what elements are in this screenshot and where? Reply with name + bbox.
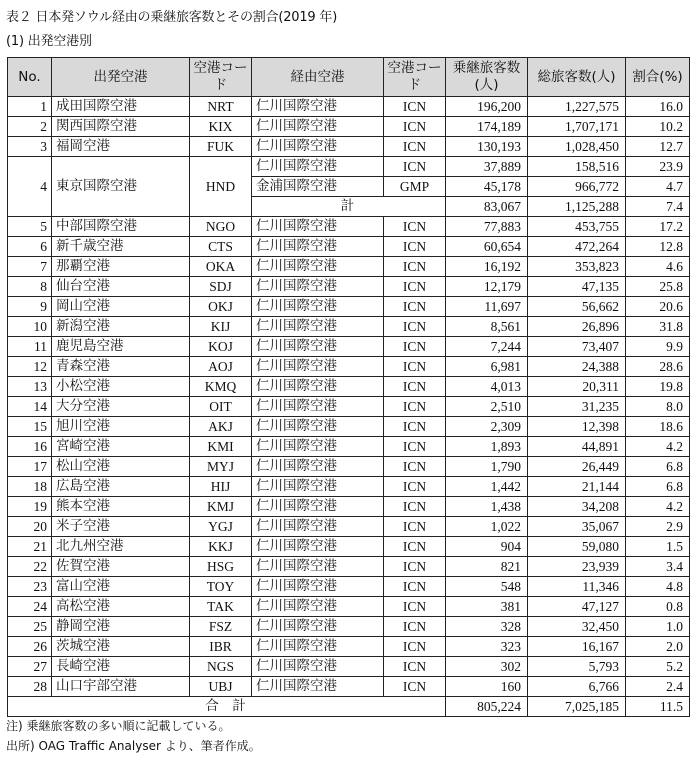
row-via: 仁川国際空港 (252, 637, 384, 657)
row-no: 21 (8, 537, 52, 557)
row-transit: 60,654 (446, 237, 528, 257)
row-via: 仁川国際空港 (252, 597, 384, 617)
row-transit: 4,013 (446, 377, 528, 397)
table-row (8, 677, 690, 697)
row-via-code: ICN (384, 277, 446, 297)
header-code: 空港コード (190, 58, 252, 97)
row-total: 47,127 (528, 597, 626, 617)
row-ratio: 1.5 (626, 537, 690, 557)
row-transit: 323 (446, 637, 528, 657)
row-total: 23,939 (528, 557, 626, 577)
table-row (8, 317, 690, 337)
row-no: 17 (8, 457, 52, 477)
row-origin: 鹿児島空港 (52, 337, 190, 357)
row-code: KKJ (190, 537, 252, 557)
row-total: 73,407 (528, 337, 626, 357)
row-origin: 東京国際空港 (52, 157, 190, 217)
row-total: 12,398 (528, 417, 626, 437)
row-via-code: ICN (384, 417, 446, 437)
row-origin: 宮崎空港 (52, 437, 190, 457)
row-code: NRT (190, 97, 252, 117)
row-via-code: ICN (384, 397, 446, 417)
row-via: 仁川国際空港 (252, 97, 384, 117)
row-code: CTS (190, 237, 252, 257)
row-origin: 松山空港 (52, 457, 190, 477)
row-ratio: 5.2 (626, 657, 690, 677)
row-code: FUK (190, 137, 252, 157)
row-ratio: 9.9 (626, 337, 690, 357)
row-transit: 160 (446, 677, 528, 697)
row-total: 472,264 (528, 237, 626, 257)
row-transit: 821 (446, 557, 528, 577)
note-text: 注) 乗継旅客数の多い順に記載している。 (6, 719, 231, 733)
row-via: 仁川国際空港 (252, 257, 384, 277)
row-via-code: ICN (384, 617, 446, 637)
row-code: KMQ (190, 377, 252, 397)
row-origin: 静岡空港 (52, 617, 190, 637)
table-row (8, 117, 690, 137)
row-transit: 11,697 (446, 297, 528, 317)
row-origin: 米子空港 (52, 517, 190, 537)
row-total: 26,896 (528, 317, 626, 337)
row-total: 34,208 (528, 497, 626, 517)
row-via: 仁川国際空港 (252, 157, 384, 177)
header-via: 経由空港 (252, 58, 384, 97)
table-row (8, 397, 690, 417)
total-label: 合 計 (8, 697, 446, 717)
row-via: 仁川国際空港 (252, 217, 384, 237)
row-origin: 北九州空港 (52, 537, 190, 557)
table-row (8, 557, 690, 577)
row-total: 24,388 (528, 357, 626, 377)
row-code: AOJ (190, 357, 252, 377)
table-row (8, 97, 690, 117)
row-via: 仁川国際空港 (252, 277, 384, 297)
row-total: 16,167 (528, 637, 626, 657)
row-via-code: ICN (384, 157, 446, 177)
row-code: AKJ (190, 417, 252, 437)
row-code: TOY (190, 577, 252, 597)
table-row (8, 217, 690, 237)
table-row (8, 457, 690, 477)
row-ratio: 19.8 (626, 377, 690, 397)
row-via-code: GMP (384, 177, 446, 197)
row-total: 26,449 (528, 457, 626, 477)
header-origin: 出発空港 (52, 58, 190, 97)
row-no: 6 (8, 237, 52, 257)
row-code: HIJ (190, 477, 252, 497)
row-via: 仁川国際空港 (252, 537, 384, 557)
row-via: 仁川国際空港 (252, 117, 384, 137)
row-total: 453,755 (528, 217, 626, 237)
row-via-code: ICN (384, 517, 446, 537)
row-total: 1,707,171 (528, 117, 626, 137)
table-row (8, 277, 690, 297)
row-origin: 福岡空港 (52, 137, 190, 157)
table-row (8, 297, 690, 317)
table-row (8, 437, 690, 457)
row-code: NGS (190, 657, 252, 677)
row-ratio: 2.4 (626, 677, 690, 697)
subtotal-ratio: 7.4 (626, 197, 690, 217)
row-via-code: ICN (384, 497, 446, 517)
row-origin: 佐賀空港 (52, 557, 190, 577)
row-via: 仁川国際空港 (252, 517, 384, 537)
row-origin: 大分空港 (52, 397, 190, 417)
row-via: 仁川国際空港 (252, 617, 384, 637)
row-via-code: ICN (384, 537, 446, 557)
row-code: OKA (190, 257, 252, 277)
row-code: UBJ (190, 677, 252, 697)
row-via-code: ICN (384, 117, 446, 137)
row-transit: 302 (446, 657, 528, 677)
row-origin: 旭川空港 (52, 417, 190, 437)
row-via-code: ICN (384, 457, 446, 477)
row-via-code: ICN (384, 237, 446, 257)
header-via-code: 空港コード (384, 58, 446, 97)
row-ratio: 4.2 (626, 497, 690, 517)
row-via-code: ICN (384, 557, 446, 577)
row-via-code: ICN (384, 257, 446, 277)
row-origin: 長崎空港 (52, 657, 190, 677)
row-via-code: ICN (384, 677, 446, 697)
row-origin: 新潟空港 (52, 317, 190, 337)
row-origin: 富山空港 (52, 577, 190, 597)
row-via: 仁川国際空港 (252, 297, 384, 317)
row-origin: 青森空港 (52, 357, 190, 377)
row-total: 20,311 (528, 377, 626, 397)
row-via: 仁川国際空港 (252, 397, 384, 417)
row-ratio: 8.0 (626, 397, 690, 417)
row-transit: 904 (446, 537, 528, 557)
row-via-code: ICN (384, 317, 446, 337)
row-transit: 2,309 (446, 417, 528, 437)
row-total: 11,346 (528, 577, 626, 597)
row-transit: 6,981 (446, 357, 528, 377)
row-code: KIX (190, 117, 252, 137)
row-ratio: 6.8 (626, 477, 690, 497)
row-via-code: ICN (384, 337, 446, 357)
row-total: 353,823 (528, 257, 626, 277)
row-via: 仁川国際空港 (252, 457, 384, 477)
total-row (8, 697, 690, 717)
row-transit: 77,883 (446, 217, 528, 237)
row-ratio: 10.2 (626, 117, 690, 137)
row-ratio: 4.8 (626, 577, 690, 597)
row-code: IBR (190, 637, 252, 657)
table-row (8, 337, 690, 357)
row-total: 35,067 (528, 517, 626, 537)
row-transit: 8,561 (446, 317, 528, 337)
table-row (8, 537, 690, 557)
total-transit: 805,224 (446, 697, 528, 717)
row-code: KMI (190, 437, 252, 457)
row-ratio: 1.0 (626, 617, 690, 637)
row-via-code: ICN (384, 377, 446, 397)
row-total: 47,135 (528, 277, 626, 297)
row-ratio: 6.8 (626, 457, 690, 477)
row-transit: 130,193 (446, 137, 528, 157)
header-transit: 乗継旅客数(人) (446, 58, 528, 97)
row-ratio: 20.6 (626, 297, 690, 317)
row-transit: 2,510 (446, 397, 528, 417)
row-no: 22 (8, 557, 52, 577)
row-no: 3 (8, 137, 52, 157)
row-no: 18 (8, 477, 52, 497)
row-code: KMJ (190, 497, 252, 517)
row-no: 28 (8, 677, 52, 697)
row-via: 仁川国際空港 (252, 577, 384, 597)
row-no: 11 (8, 337, 52, 357)
header-no: No. (8, 58, 52, 97)
row-total: 32,450 (528, 617, 626, 637)
row-origin: 岡山空港 (52, 297, 190, 317)
row-total: 31,235 (528, 397, 626, 417)
row-origin: 中部国際空港 (52, 217, 190, 237)
row-ratio: 2.9 (626, 517, 690, 537)
row-via: 仁川国際空港 (252, 377, 384, 397)
row-ratio: 28.6 (626, 357, 690, 377)
row-transit: 12,179 (446, 277, 528, 297)
table-row (8, 657, 690, 677)
table-body (8, 97, 690, 717)
row-via-code: ICN (384, 657, 446, 677)
row-transit: 45,178 (446, 177, 528, 197)
row-via-code: ICN (384, 217, 446, 237)
transit-passenger-table (7, 57, 690, 717)
row-total: 21,144 (528, 477, 626, 497)
row-ratio: 23.9 (626, 157, 690, 177)
table-row (8, 637, 690, 657)
row-origin: 高松空港 (52, 597, 190, 617)
row-no: 1 (8, 97, 52, 117)
row-via: 仁川国際空港 (252, 137, 384, 157)
row-via: 仁川国際空港 (252, 437, 384, 457)
table-row (8, 497, 690, 517)
row-via: 金浦国際空港 (252, 177, 384, 197)
row-no: 14 (8, 397, 52, 417)
row-via: 仁川国際空港 (252, 317, 384, 337)
row-total: 6,766 (528, 677, 626, 697)
table-row (8, 377, 690, 397)
row-code: OKJ (190, 297, 252, 317)
table-row-tokyo (8, 157, 690, 177)
row-no: 15 (8, 417, 52, 437)
row-origin: 茨城空港 (52, 637, 190, 657)
row-via: 仁川国際空港 (252, 677, 384, 697)
row-via-code: ICN (384, 357, 446, 377)
row-no: 5 (8, 217, 52, 237)
row-ratio: 4.7 (626, 177, 690, 197)
row-ratio: 3.4 (626, 557, 690, 577)
row-origin: 山口宇部空港 (52, 677, 190, 697)
row-no: 9 (8, 297, 52, 317)
table-row (8, 617, 690, 637)
row-code: KOJ (190, 337, 252, 357)
row-code: SDJ (190, 277, 252, 297)
row-transit: 548 (446, 577, 528, 597)
table-row (8, 237, 690, 257)
row-no: 2 (8, 117, 52, 137)
row-transit: 16,192 (446, 257, 528, 277)
row-total: 56,662 (528, 297, 626, 317)
row-ratio: 18.6 (626, 417, 690, 437)
source-text: 出所) OAG Traffic Analyser より、筆者作成。 (6, 739, 261, 753)
row-no: 7 (8, 257, 52, 277)
row-via-code: ICN (384, 137, 446, 157)
row-transit: 1,442 (446, 477, 528, 497)
row-code: HND (190, 157, 252, 217)
table-row (8, 517, 690, 537)
table-row (8, 417, 690, 437)
row-total: 1,028,450 (528, 137, 626, 157)
row-ratio: 16.0 (626, 97, 690, 117)
row-code: MYJ (190, 457, 252, 477)
row-ratio: 12.7 (626, 137, 690, 157)
row-code: NGO (190, 217, 252, 237)
row-via: 仁川国際空港 (252, 357, 384, 377)
row-code: HSG (190, 557, 252, 577)
subtotal-label: 計 (252, 197, 446, 217)
row-transit: 7,244 (446, 337, 528, 357)
row-via-code: ICN (384, 297, 446, 317)
row-code: YGJ (190, 517, 252, 537)
row-total: 5,793 (528, 657, 626, 677)
row-no: 23 (8, 577, 52, 597)
row-no: 12 (8, 357, 52, 377)
table-row (8, 257, 690, 277)
table-subtitle: (1) 出発空港別 (6, 34, 92, 49)
row-code: OIT (190, 397, 252, 417)
table-row (8, 597, 690, 617)
total-ratio: 11.5 (626, 697, 690, 717)
total-total: 7,025,185 (528, 697, 626, 717)
row-via-code: ICN (384, 577, 446, 597)
row-via-code: ICN (384, 637, 446, 657)
row-no: 20 (8, 517, 52, 537)
row-ratio: 0.8 (626, 597, 690, 617)
row-origin: 那覇空港 (52, 257, 190, 277)
row-ratio: 4.6 (626, 257, 690, 277)
row-ratio: 25.8 (626, 277, 690, 297)
row-transit: 174,189 (446, 117, 528, 137)
row-origin: 成田国際空港 (52, 97, 190, 117)
row-ratio: 31.8 (626, 317, 690, 337)
row-transit: 37,889 (446, 157, 528, 177)
row-origin: 熊本空港 (52, 497, 190, 517)
row-no: 16 (8, 437, 52, 457)
row-transit: 381 (446, 597, 528, 617)
row-via-code: ICN (384, 597, 446, 617)
row-transit: 1,893 (446, 437, 528, 457)
row-no: 13 (8, 377, 52, 397)
header-row (8, 58, 690, 97)
subtotal-total: 1,125,288 (528, 197, 626, 217)
row-ratio: 4.2 (626, 437, 690, 457)
row-origin: 仙台空港 (52, 277, 190, 297)
row-origin: 新千歳空港 (52, 237, 190, 257)
row-no: 19 (8, 497, 52, 517)
row-ratio: 17.2 (626, 217, 690, 237)
row-via-code: ICN (384, 97, 446, 117)
row-transit: 1,790 (446, 457, 528, 477)
header-total: 総旅客数(人) (528, 58, 626, 97)
row-via-code: ICN (384, 437, 446, 457)
table-row (8, 477, 690, 497)
row-total: 44,891 (528, 437, 626, 457)
row-via: 仁川国際空港 (252, 337, 384, 357)
row-via: 仁川国際空港 (252, 477, 384, 497)
row-no: 26 (8, 637, 52, 657)
subtotal-transit: 83,067 (446, 197, 528, 217)
header-ratio: 割合(%) (626, 58, 690, 97)
row-total: 1,227,575 (528, 97, 626, 117)
row-total: 966,772 (528, 177, 626, 197)
row-ratio: 2.0 (626, 637, 690, 657)
row-via: 仁川国際空港 (252, 557, 384, 577)
row-no: 8 (8, 277, 52, 297)
row-origin: 広島空港 (52, 477, 190, 497)
row-via: 仁川国際空港 (252, 417, 384, 437)
row-code: FSZ (190, 617, 252, 637)
table-row (8, 577, 690, 597)
row-origin: 小松空港 (52, 377, 190, 397)
table-title: 表２ 日本発ソウル経由の乗継旅客数とその割合(2019 年) (6, 10, 338, 25)
row-via-code: ICN (384, 477, 446, 497)
row-via: 仁川国際空港 (252, 497, 384, 517)
row-transit: 328 (446, 617, 528, 637)
row-no: 24 (8, 597, 52, 617)
row-code: TAK (190, 597, 252, 617)
row-no: 4 (8, 157, 52, 217)
row-origin: 関西国際空港 (52, 117, 190, 137)
row-no: 25 (8, 617, 52, 637)
row-via: 仁川国際空港 (252, 657, 384, 677)
row-total: 158,516 (528, 157, 626, 177)
row-transit: 196,200 (446, 97, 528, 117)
table-row (8, 137, 690, 157)
row-code: KIJ (190, 317, 252, 337)
row-total: 59,080 (528, 537, 626, 557)
row-via: 仁川国際空港 (252, 237, 384, 257)
row-transit: 1,438 (446, 497, 528, 517)
row-ratio: 12.8 (626, 237, 690, 257)
row-transit: 1,022 (446, 517, 528, 537)
row-no: 10 (8, 317, 52, 337)
row-no: 27 (8, 657, 52, 677)
table-row (8, 357, 690, 377)
